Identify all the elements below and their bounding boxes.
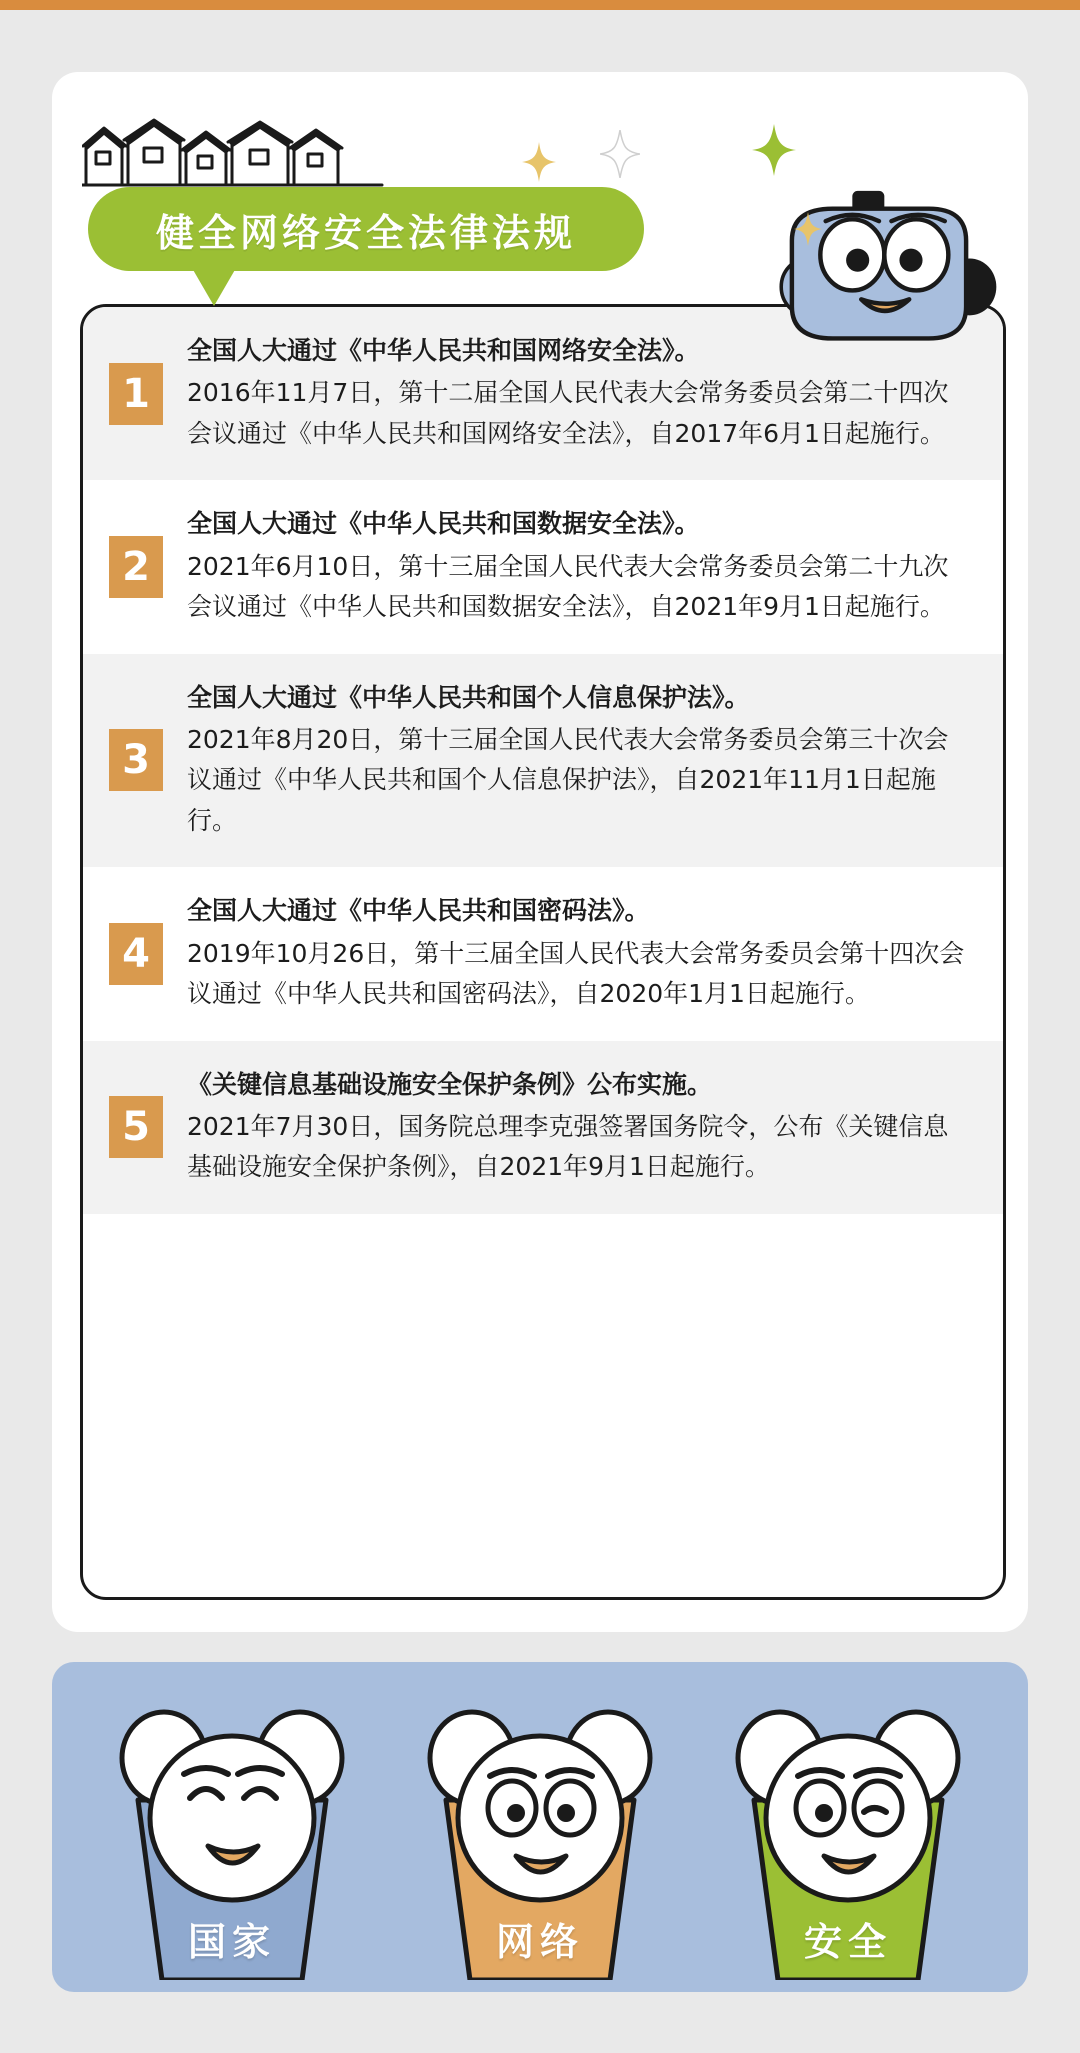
- village-houses-icon: [82, 104, 392, 189]
- sparkle-icon: [752, 124, 796, 176]
- mascot-character-icon: [762, 182, 1012, 342]
- item-body: 2016年11月7日，第十二届全国人民代表大会常务委员会第二十四次会议通过《中华人民共和国网络安全法》，自2017年6月1日起施行。: [187, 378, 949, 448]
- bottom-banner: [52, 1662, 1028, 1992]
- sparkle-icon: [522, 142, 556, 182]
- item-text-block: [187, 333, 969, 454]
- item-number-badge: 1: [109, 363, 163, 425]
- item-body: 2019年10月26日，第十三届全国人民代表大会常务委员会第十四次会议通过《中华人民共和国密码法》，自2020年1月1日起施行。: [187, 938, 965, 1008]
- item-number-badge: 4: [109, 923, 163, 985]
- main-card: [52, 72, 1028, 1632]
- item-title: 全国人大通过《中华人民共和国密码法》。: [187, 896, 650, 926]
- page-background: [0, 10, 1080, 2053]
- header-zone: [52, 72, 1028, 322]
- item-body: 2021年6月10日，第十三届全国人民代表大会常务委员会第二十九次会议通过《中华人民共和国数据安全法》，自2021年9月1日起施行。: [187, 551, 949, 621]
- item-text-block: [187, 506, 969, 627]
- item-title: 全国人大通过《中华人民共和国数据安全法》。: [187, 509, 700, 539]
- item-title: 全国人大通过《中华人民共和国网络安全法》。: [187, 336, 700, 365]
- item-title: 《关键信息基础设施安全保护条例》公布实施。: [187, 1069, 713, 1099]
- item-body: 2021年8月20日，第十三届全国人民代表大会常务委员会第三十次会议通过《中华人民共和国个人信息保护法》，自2021年11月1日起施行。: [187, 724, 949, 835]
- character-label: 国家: [187, 1920, 276, 1964]
- law-list-panel: [80, 304, 1006, 1600]
- section-title-pill: [88, 187, 644, 271]
- item-text-block: [187, 1067, 969, 1188]
- item-number-badge: 5: [109, 1096, 163, 1158]
- item-number-badge: 3: [109, 729, 163, 791]
- character-label: 网络: [495, 1920, 584, 1964]
- list-item: [83, 1041, 1003, 1214]
- sparkle-icon: [794, 212, 822, 246]
- top-accent-bar: [0, 0, 1080, 10]
- item-text-block: [187, 893, 969, 1014]
- sparkle-icon: [600, 130, 640, 178]
- list-item: [83, 654, 1003, 868]
- list-item: [83, 867, 1003, 1040]
- title-pill-pointer: [192, 268, 236, 306]
- character-label: 安全: [803, 1920, 892, 1964]
- item-text-block: [187, 680, 969, 842]
- list-item: [83, 480, 1003, 653]
- item-title: 全国人大通过《中华人民共和国个人信息保护法》。: [187, 682, 750, 712]
- item-body: 2021年7月30日，国务院总理李克强签署国务院令，公布《关键信息基础设施安全保护条例》，自2021年9月1日起施行。: [187, 1111, 949, 1182]
- item-number-badge: 2: [109, 536, 163, 598]
- section-title-text: 健全网络安全法律法规: [155, 210, 576, 255]
